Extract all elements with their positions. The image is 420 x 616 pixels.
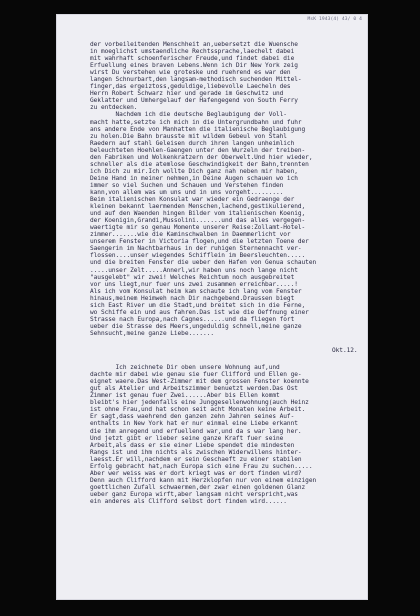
letter-part-2 [90,364,364,505]
spacer [90,354,364,361]
letter-text [90,41,364,505]
text-line: mit wahrhaft schoenferischer Freude,und findet dabei die [90,55,295,63]
text-line: kann,von allem was um uns und in uns vorgeht......... [90,188,284,196]
text-line: Ich zeichnete Dir oben unsere Wohnung auf,und [90,364,280,372]
text-line: kleinen bekannt laermenden Menschen,lachend,gestikulierend, [90,203,306,211]
text-line: "ausgelebt" wir zwei! Welches Reichtum noch ausgebreitet [90,273,295,281]
text-line: vor uns liegt,nur fuer uns zwei zusammen erreichbar.....! [90,280,298,288]
text-line: ist ohne Frau,und hat schon seit acht Monaten keine Arbeit. [90,406,306,414]
text-line: in moeglichst umstaendliche Rechtssprache,laechelt dabei [90,48,295,56]
text-line: ueber die Strasse des Meers,ungeduldig schnell,meine ganze [90,322,302,330]
text-line: und auf den Waenden hingen Bilder vom italienischen Koenig, [90,210,306,218]
text-line: beleuchteten Hoehlen-Gaengen unter den Wurzeln der treiben- [90,146,306,154]
text-line: wo Schiffe ein und aus fahren.Das ist wie die Oeffnung einer [90,308,309,316]
text-line: gut als Atelier und Arbeitszimmer benuetzt werden.Das Ost [90,385,298,393]
text-line: enthalts in New York hat er nur einmal eine Liebe erkannt [90,420,298,428]
text-line: langen Schnurbart,den langsam-methodisch suchenden Mittel- [90,76,302,84]
text-line: Zimmer ist genau fuer Zwei......Aber bis Ellen kommt [90,392,280,400]
text-line: schneller als die atemlose Geschwindigkeit der Bahn,trennten [90,160,309,168]
text-line: Er sagt,dass waehrend den ganzen zehn Jahren seines Auf- [90,413,295,421]
text-line: sich East River um die Stadt,und breitet sich in die Ferne, [90,301,306,309]
text-line: dachte mir dabei wie genau sie fuer Clifford und Ellen ge- [90,371,302,379]
text-line: Erfuellung eines braven Lebens.Wenn ich Dir New York zeig [90,62,298,70]
text-line: Deine Hand in meiner nehmen,in Deine Augen schauen wo ich [90,174,298,182]
text-line: immer so viel Suchen und Schauen und Verstehen finden [90,181,284,189]
text-line: waertigte mir so genau Momente unserer Reise:Zollamt-Hotel- [90,224,306,232]
text-line: Geklatter und Umhergelauf der Hafengegend von South Ferry [90,97,298,105]
text-line: hinaus,meinem Heimweh nach Dir nachgebend.Draussen biegt [90,294,295,302]
text-line: zu holen.Die Bahn brausste mit wildem Gebeul von Stahl [90,132,287,140]
text-line: ein anderes als Clifford selbst dort finden wird...... [90,498,287,505]
text-line: Als ich vom Konsulat heim kam schaute ich lang vom Fenster [90,287,302,295]
text-line: Herrn Robert Schwarz hier und gerade im Geschwitz und [90,90,284,98]
text-line: Erfolg gebracht hat,nach Europa sich eine Frau zu suchen..... [90,462,313,470]
text-line: Rangs ist und ihm nichts als zwischen Widerwillens hinter- [90,448,302,456]
spacer [90,337,364,344]
text-line: Aber wer weiss was er dort kriegt was er dort finden wird? [90,469,302,477]
typed-letter-page [56,14,368,600]
text-line: ueber ganz Europa wirft,aber langsam nicht verspricht,was [90,490,298,498]
text-line: und die breiten Fenster die ueber den Hafen von Genua schauten [90,259,317,267]
text-line: Arbeit,als dass er sie einer Liebe spendet die mindesten [90,441,295,449]
text-line: Beim italienischen Konsulat war wieder ein Gedraenge der [90,196,295,204]
text-line: Raedern auf stahl Geleisen durch ihren langen unheimlich [90,139,295,147]
text-line: der Koenigin,Grandi,Mussolini.......und das alles vergegen- [90,217,306,225]
archive-mark: MsK 1943(4) 43/ 0 4 [307,17,362,22]
text-line: Und jetzt gibt er lieber seine ganze Kraft fuer seine [90,434,284,442]
text-line: Sehnsucht,meine ganze Liebe....... [90,329,214,337]
text-line: laesst.Er will,nachdem er sein Geschaeft zu einer stabilen [90,455,302,463]
text-line: Denn auch Clifford kann mit Herzklopfen nur von einem einzigen [90,476,317,484]
letter-date [90,347,364,354]
text-line: zimmer.......wie die Kaminschwalben in Daemmerlicht vor [90,231,291,239]
text-line: zu entdecken. [90,104,138,112]
text-line: Nachdem ich die deutsche Beglaubigung der Voll- [90,111,287,119]
text-line: goettlichen Zufall schwaermen,der zwar einen goldenen Glanz [90,483,306,491]
text-line: ans andere Ende von Manhatten die italienische Beglaubigung [90,125,306,133]
text-line: macht hatte,setzte ich mich in die Untergrundbahn und fuhr [90,118,302,126]
text-line: finger,das ergeiztoss,geduldige,liebevolle Laecheln des [90,83,291,91]
text-line: .....unser Zelt.....Annerl,wir haben uns noch lange nicht [90,266,298,274]
text-line: den Fabriken und Wolkenkratzern der Oberwelt.Und hier wieder, [90,153,313,161]
text-line: unserem Fenster in Victoria flogen,und die letzten Toene der [90,238,309,246]
text-line: eignet waere.Das West-Zimmer mit dem grossen Fenster koennte [90,378,309,386]
text-line: die ihm anregend und erfuellend war,und da s war lang her. [90,427,302,435]
text-line: bleibt's hier jedenfalls eine Junggesellenwohnung(auch Heinz [90,399,309,407]
text-line: wirst Du verstehen wie groteske und ruehrend es war den [90,69,291,77]
letter-date-text: Okt.12. [332,347,358,355]
text-line: Strasse nach Europa,nach Cagnes......und da fliegen fort [90,315,295,323]
text-line: ich Dich zu mir.Ich wollte Dich ganz nah neben mir haben, [90,167,298,175]
text-line: der vorbeileitenden Menschheit an,uebersetzt die Wuensche [90,41,298,48]
letter-part-1 [90,41,364,337]
text-line: flossen....unser wiegendes Schifflein im Beersleuchten..... [90,252,306,260]
text-line: Saengerin im Nachtbarhaus in der ruhigen Sternennacht ver- [90,245,302,253]
